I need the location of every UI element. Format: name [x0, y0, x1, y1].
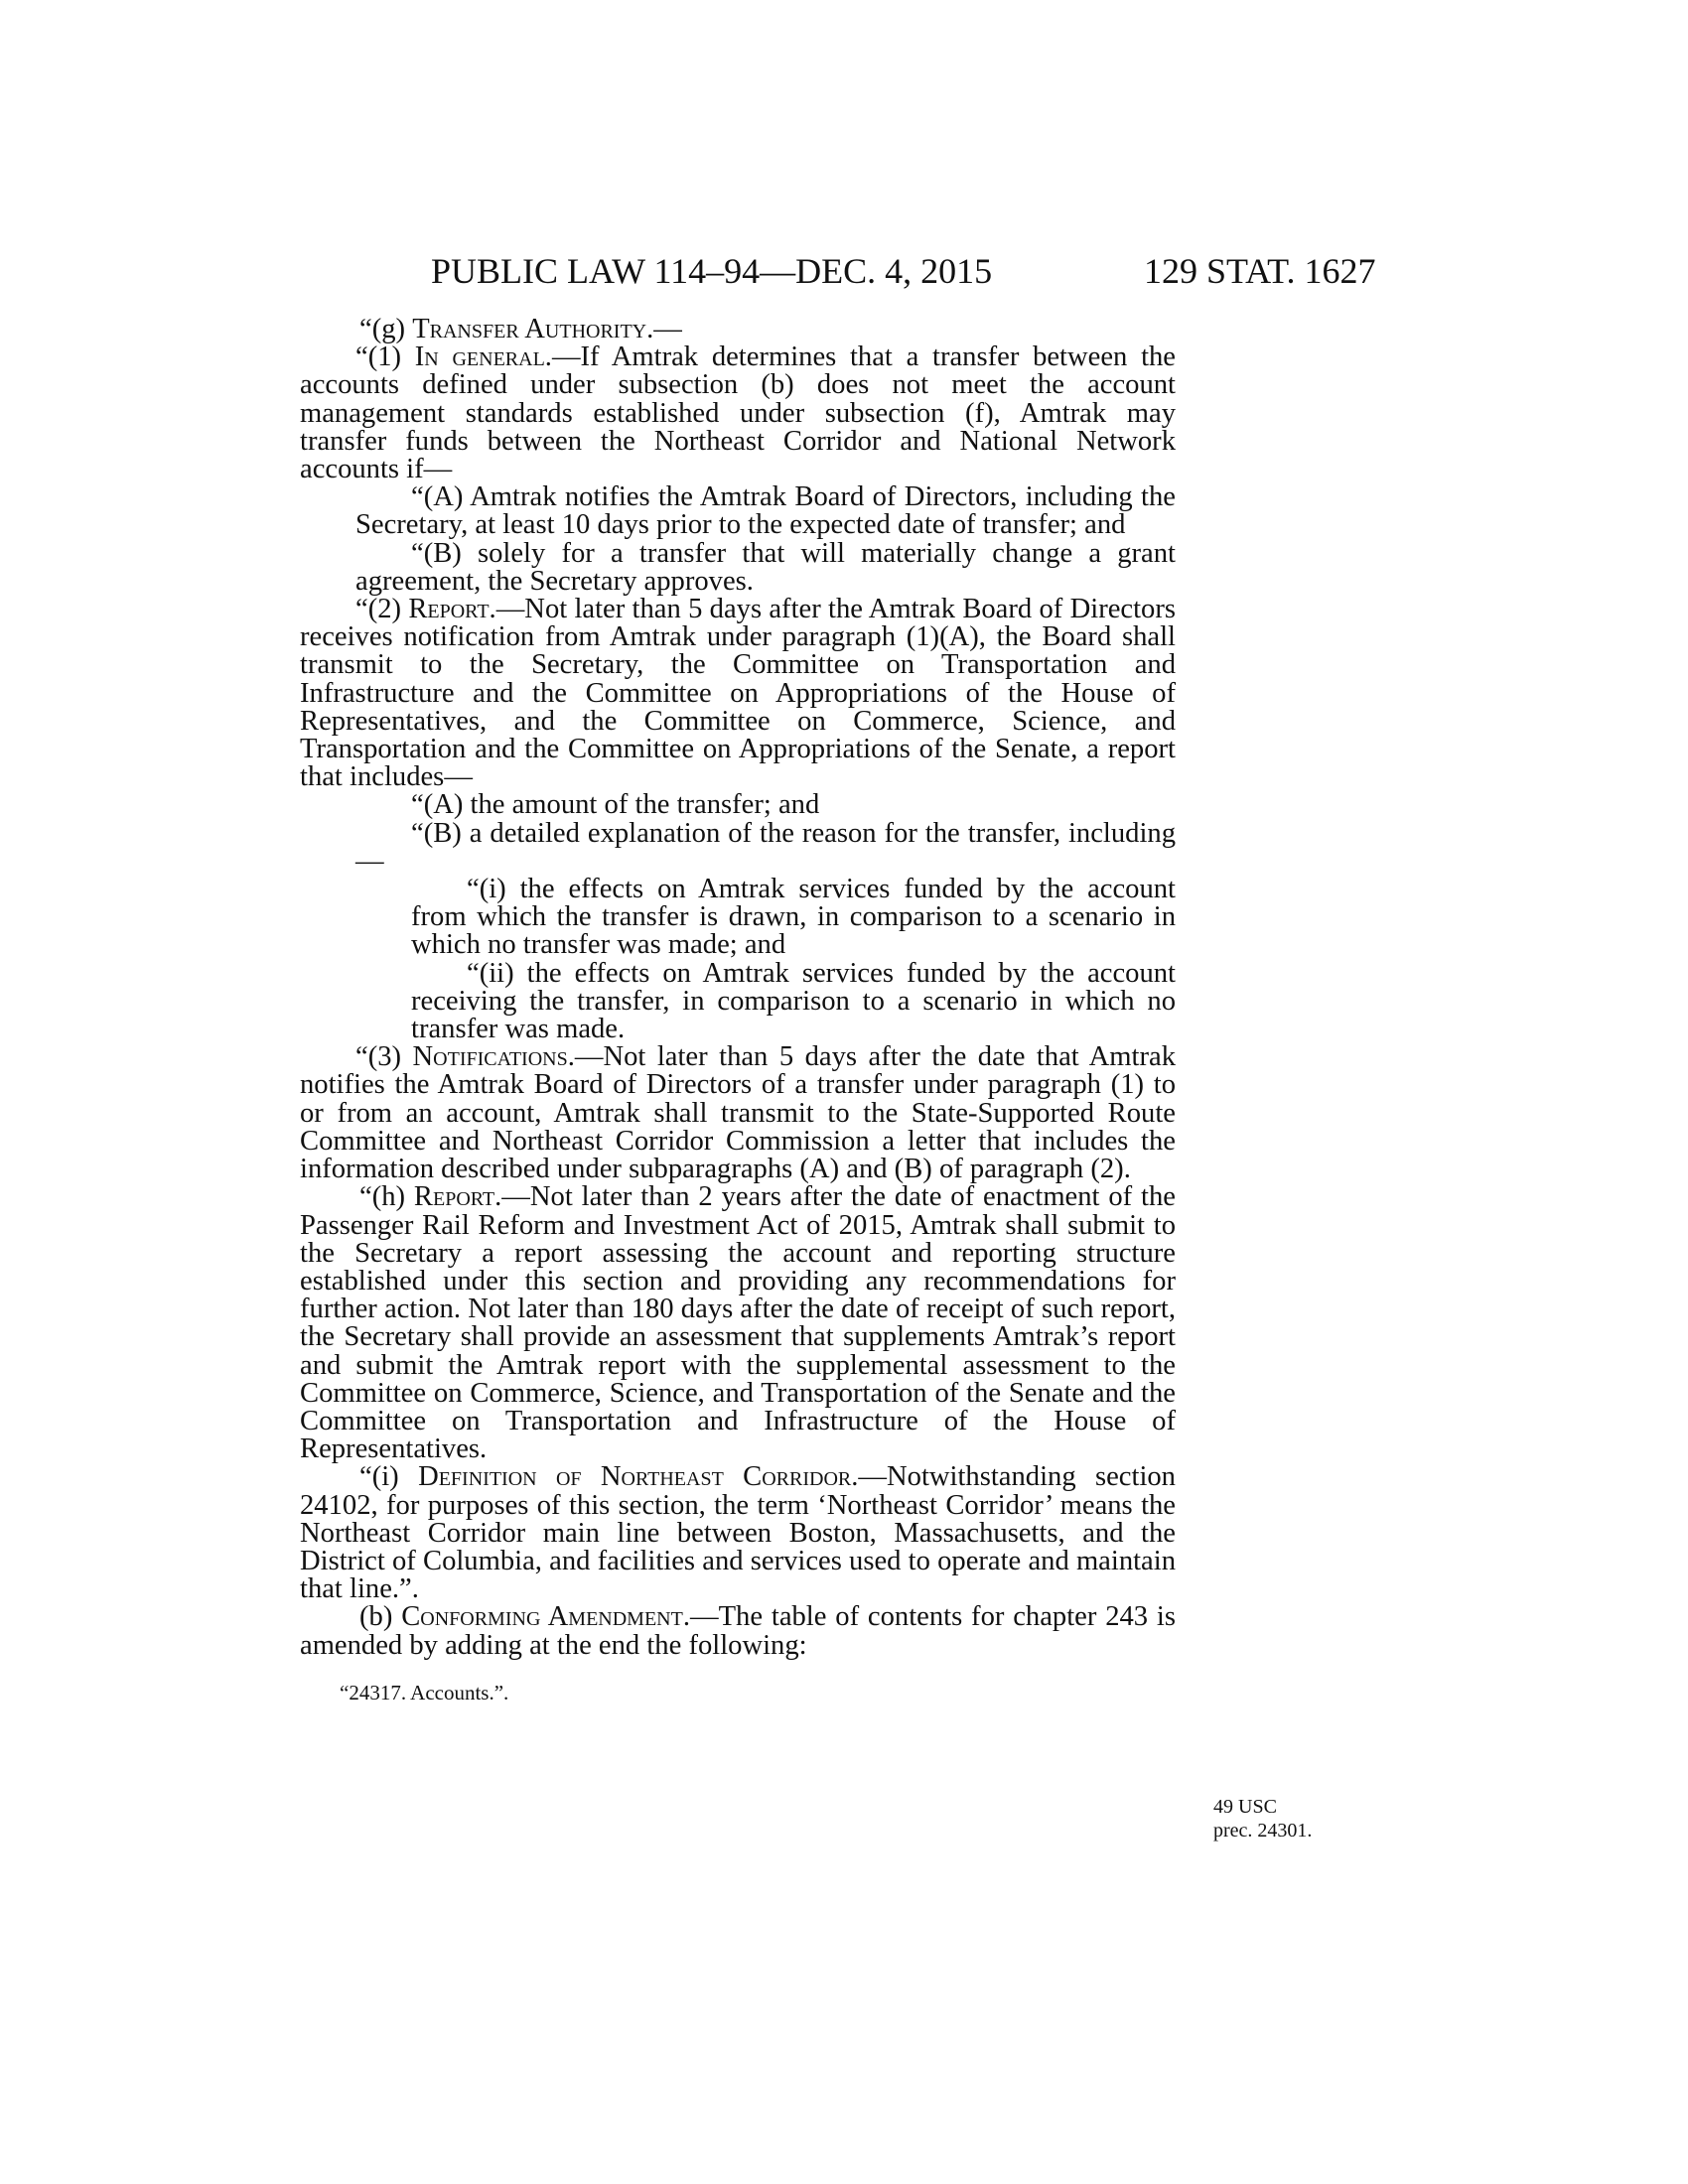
paragraph-g3: “(3) Notifications.—Not later than 5 days after the date that Amtrak notifies the Amtrak Board of Directors of a transfer under paragraph (1) to or from an account, Amtrak shall transmit to the State-Supported Route Committee and Northeast Corridor Commission a letter that includes the information described under subparagraphs (A) and (B) of paragraph (2). [300, 1041, 1176, 1185]
clause-g2-b-i: “(i) the effects on Amtrak services funded by the account from which the transfer is drawn, in comparison to a scenario in which no transfer was made; and [411, 874, 1176, 961]
margin-note-line-1: 49 USC [1213, 1796, 1277, 1818]
margin-note [1213, 1795, 1312, 1843]
subsection-h-title: Report [413, 1181, 495, 1213]
clause-g2-b-ii: “(ii) the effects on Amtrak services funded by the account receiving the transfer, in comparison to a scenario in which no transfer was made. [411, 957, 1176, 1045]
paragraph-g2-title: Report [408, 594, 490, 625]
paragraph-g1: “(1) In general.—If Amtrak determines that a transfer between the accounts defined under subsection (b) does not meet the account management standards established under subsection (f), Amtrak may transfer funds between the Northeast Corridor and National Network accounts if— [300, 341, 1176, 485]
paragraph-g2: “(2) Report.—Not later than 5 days after the Amtrak Board of Directors receives notification from Amtrak under paragraph (1)(A), the Board shall transmit to the Secretary, the Committee on Transportation and Infrastructure and the Committee on Appropriations of the House of Representatives, and the Committee on Commerce, Science, and Transportation and the Committee on Appropriations of the Senate, a report that includes— [300, 594, 1176, 793]
page-header-law-title: PUBLIC LAW 114–94—DEC. 4, 2015 [431, 251, 993, 291]
table-of-contents-entry: “24317. Accounts.”. [340, 1680, 509, 1705]
subparagraph-g1-a: “(A) Amtrak notifies the Amtrak Board of Directors, including the Secretary, at least 10 days prior to the expected date of transfer; and [355, 481, 1176, 541]
subsection-h: “(h) Report.—Not later than 2 years after the date of enactment of the Passenger Rail Reform and Investment Act of 2015, Amtrak shall submit to the Secretary a report assessing the account and reporting structure established under this section and providing any recommendations for further action. Not later than 180 days after the date of receipt of such report, the Secretary shall provide an assessment that supplements Amtrak’s report and submit the Amtrak report with the supplemental assessment to the Committee on Commerce, Science, and Transportation of the Senate and the Committee on Transportation and Infrastructure of the House of Representatives. [300, 1181, 1176, 1465]
subsection-g-title: Transfer Authority [412, 314, 647, 344]
subsection-i: “(i) Definition of Northeast Corridor.—Notwithstanding section 24102, for purposes of this section, the term ‘Northeast Corridor’ means the Northeast Corridor main line between Boston, Massachusetts, and the District of Columbia, and facilities and services used to operate and maintain that line.”. [300, 1461, 1176, 1605]
margin-note-line-2: prec. 24301. [1213, 1820, 1313, 1842]
page-header-stat-ref: 129 STAT. 1627 [1144, 251, 1376, 291]
subparagraph-g2-b: “(B) a detailed explanation of the reason for the transfer, including— [355, 817, 1176, 877]
subsection-i-title: Definition of Northeast Corridor [418, 1461, 852, 1493]
subparagraph-g1-b: “(B) solely for a transfer that will materially change a grant agreement, the Secretary approves. [355, 537, 1176, 597]
subsection-b-conforming-amendment: (b) Conforming Amendment.—The table of contents for chapter 243 is amended by adding at the end the following: [300, 1601, 1176, 1661]
document-body [300, 316, 1176, 1706]
subparagraph-g2-a: “(A) the amount of the transfer; and [411, 789, 820, 821]
subsection-b-title: Conforming Amendment [401, 1601, 683, 1633]
subsection-g-heading: “(g) Transfer Authority.— [359, 314, 682, 344]
paragraph-g3-title: Notifications [412, 1041, 568, 1073]
paragraph-g1-title: In general [414, 341, 545, 373]
